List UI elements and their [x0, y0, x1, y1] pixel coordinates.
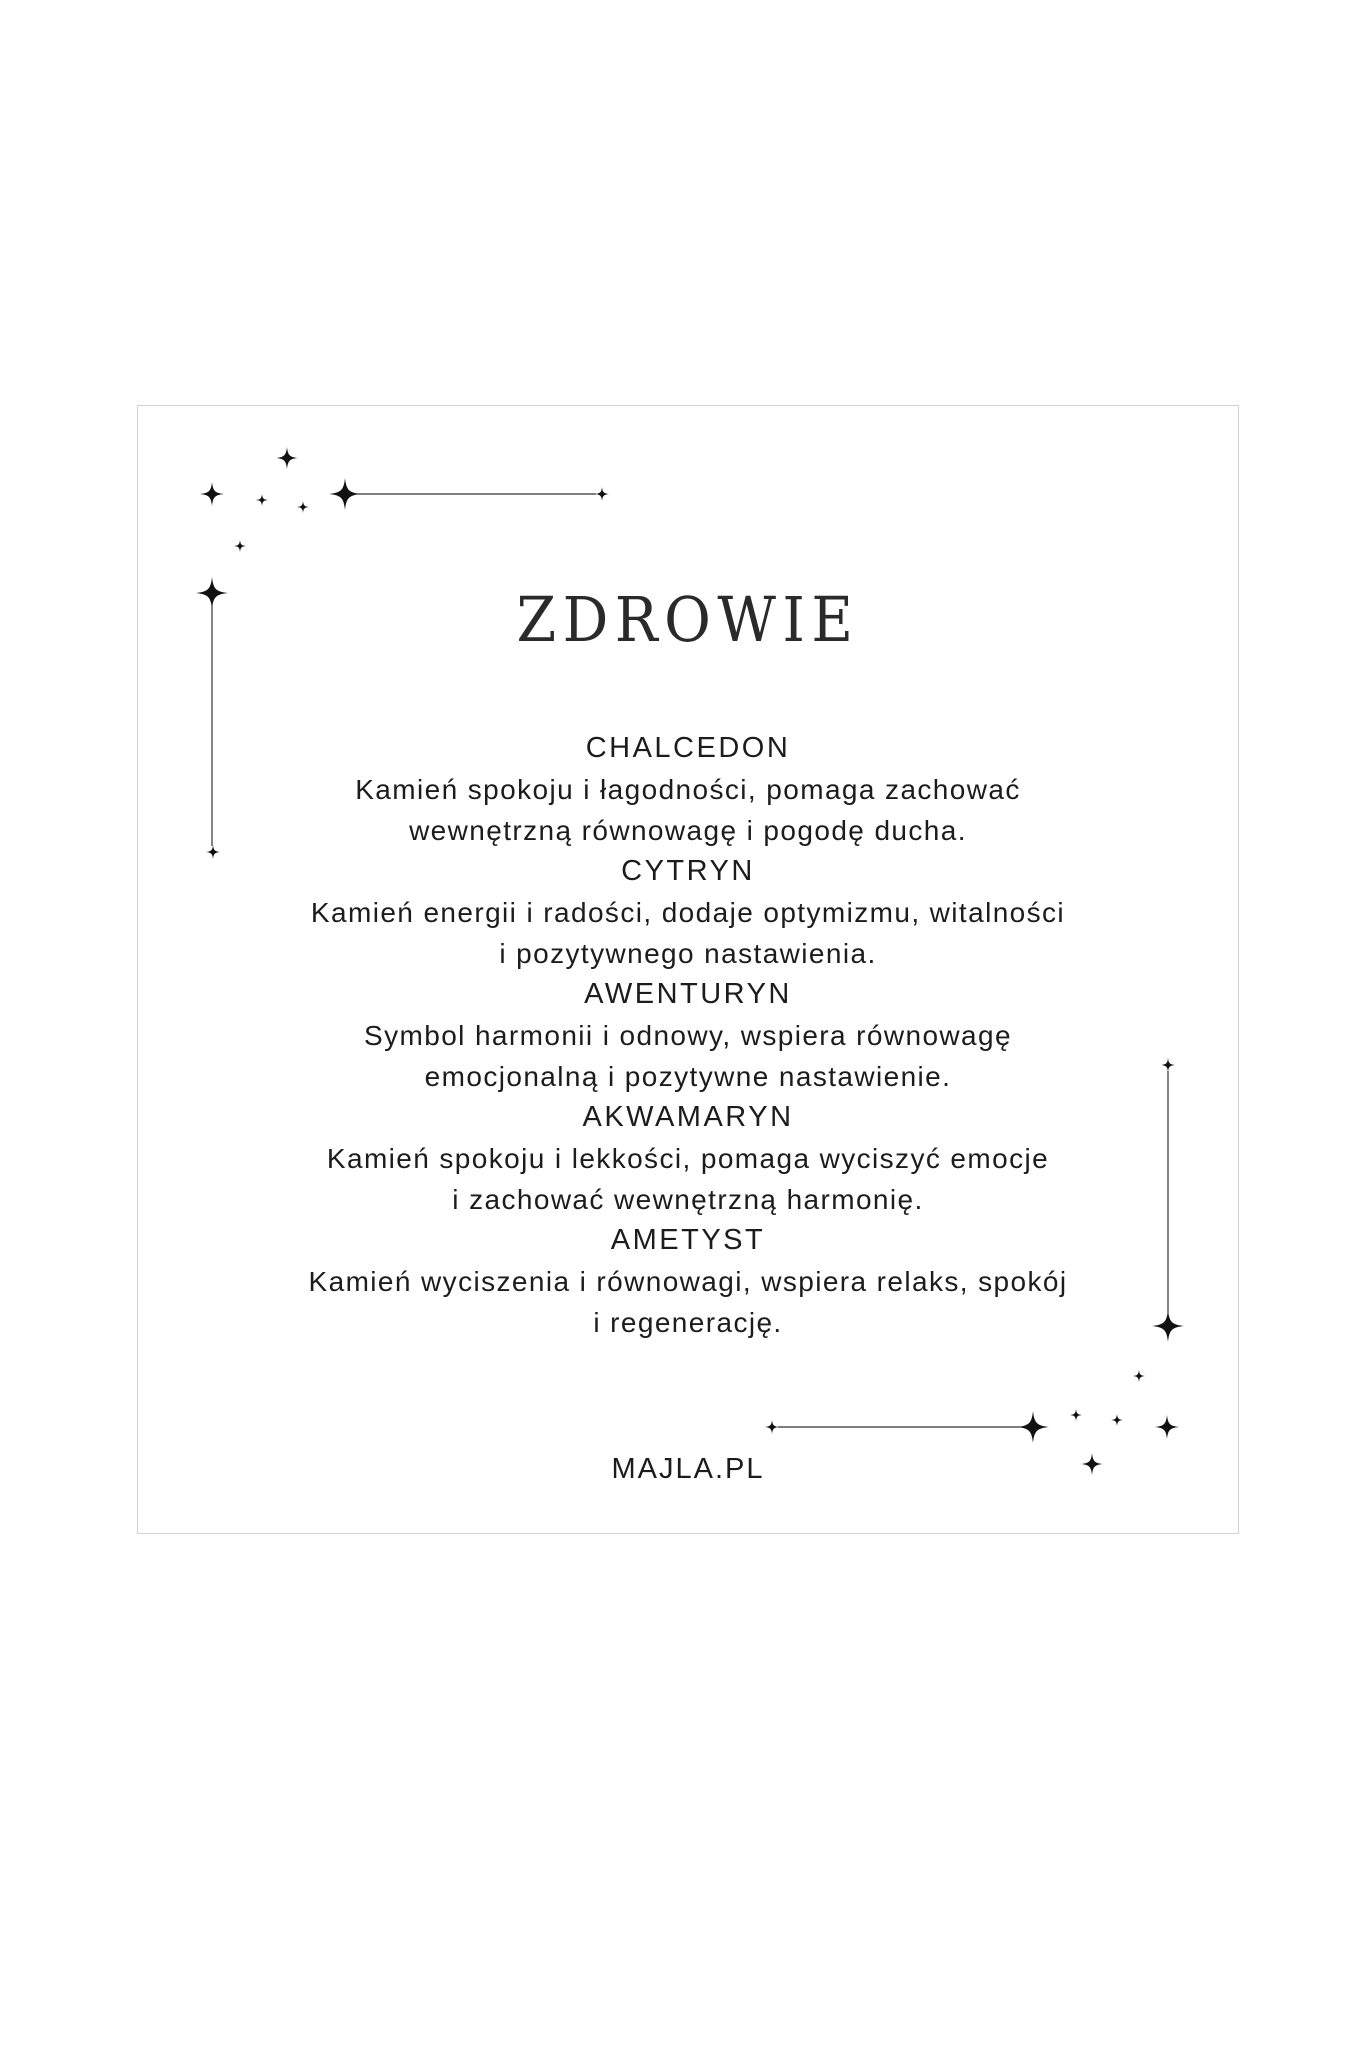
brand-footer: MAJLA.PL [611, 1453, 765, 1485]
stone-description: Symbol harmonii i odnowy, wspiera równowagę emocjonalną i pozytywne nastawienie. [364, 1020, 1012, 1092]
stone-description: Kamień wyciszenia i równowagi, wspiera relaks, spokój i regenerację. [308, 1266, 1068, 1338]
stone-description: Kamień spokoju i łagodności, pomaga zachować wewnętrzną równowagę i pogodę ducha. [355, 774, 1021, 846]
stone-name: AWENTURYN [584, 978, 792, 1010]
stone-entry [137, 851, 1239, 974]
stone-name: AMETYST [610, 1224, 766, 1256]
page-title: ZDROWIE [516, 583, 860, 656]
stone-entry [137, 728, 1239, 851]
stone-entry [137, 1097, 1239, 1220]
stone-name: AKWAMARYN [582, 1101, 794, 1133]
stone-name: CHALCEDON [585, 732, 791, 764]
stone-description: Kamień spokoju i lekkości, pomaga wyciszyć emocje i zachować wewnętrzną harmonię. [326, 1143, 1050, 1215]
stone-list [137, 728, 1239, 1343]
stone-entry [137, 974, 1239, 1097]
stone-name: CYTRYN [621, 855, 755, 887]
stone-description: Kamień energii i radości, dodaje optymizmu, witalności i pozytywnego nastawienia. [310, 897, 1066, 969]
stone-entry [137, 1220, 1239, 1343]
